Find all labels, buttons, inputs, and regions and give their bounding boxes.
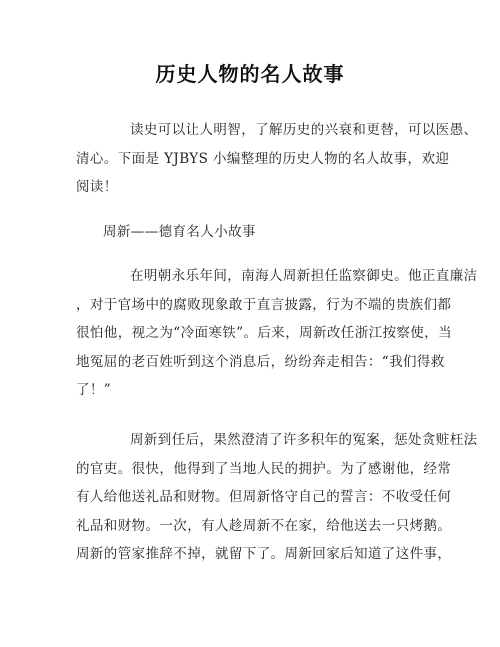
story-p1-line-5: 了！” xyxy=(76,382,112,398)
intro-paragraph xyxy=(76,116,478,202)
story-paragraph-1 xyxy=(76,262,478,405)
story-p1-line-4: 地冤屈的老百姓听到这个消息后，纷纷奔走相告：“我们得救 xyxy=(76,353,445,370)
story-p2-line-1: 周新到任后，果然澄清了许多积年的冤案，惩处贪赃枉法 xyxy=(130,432,478,448)
story-p2-line-5: 周新的管家推辞不掉，就留下了。周新回家后知道了这件事， xyxy=(76,546,452,562)
story-paragraph-2 xyxy=(76,426,478,569)
story-p2-line-3: 有人给他送礼品和财物。但周新恪守自己的誓言：不收受任何 xyxy=(76,489,452,505)
page-title: 历史人物的名人故事 xyxy=(155,62,345,86)
story-p1-line-2: ，对于官场中的腐败现象敢于直言披露，行为不端的贵族们都 xyxy=(76,296,452,313)
story-p2-line-2: 的官吏。很快，他得到了当地人民的拥护。为了感谢他，经常 xyxy=(76,460,452,477)
story-p1-line-1: 在明朝永乐年间，南海人周新担任监察御史。他正直廉洁 xyxy=(130,268,478,284)
intro-line-2: 清心。下面是 YJBYS 小编整理的历史人物的名人故事，欢迎 xyxy=(76,150,450,167)
intro-line-1: 读史可以让人明智，了解历史的兴衰和更替，可以医愚、 xyxy=(130,122,478,138)
story-p1-line-3: 很怕他，视之为“冷面寒铁”。后来，周新改任浙江按察使，当 xyxy=(76,325,453,341)
story-p2-line-4: 礼品和财物。一次，有人趁周新不在家，给他送去一只烤鹅。 xyxy=(76,517,452,534)
section-heading: 周新——德育名人小故事 xyxy=(103,224,256,240)
intro-line-3: 阅读！ xyxy=(76,179,118,195)
